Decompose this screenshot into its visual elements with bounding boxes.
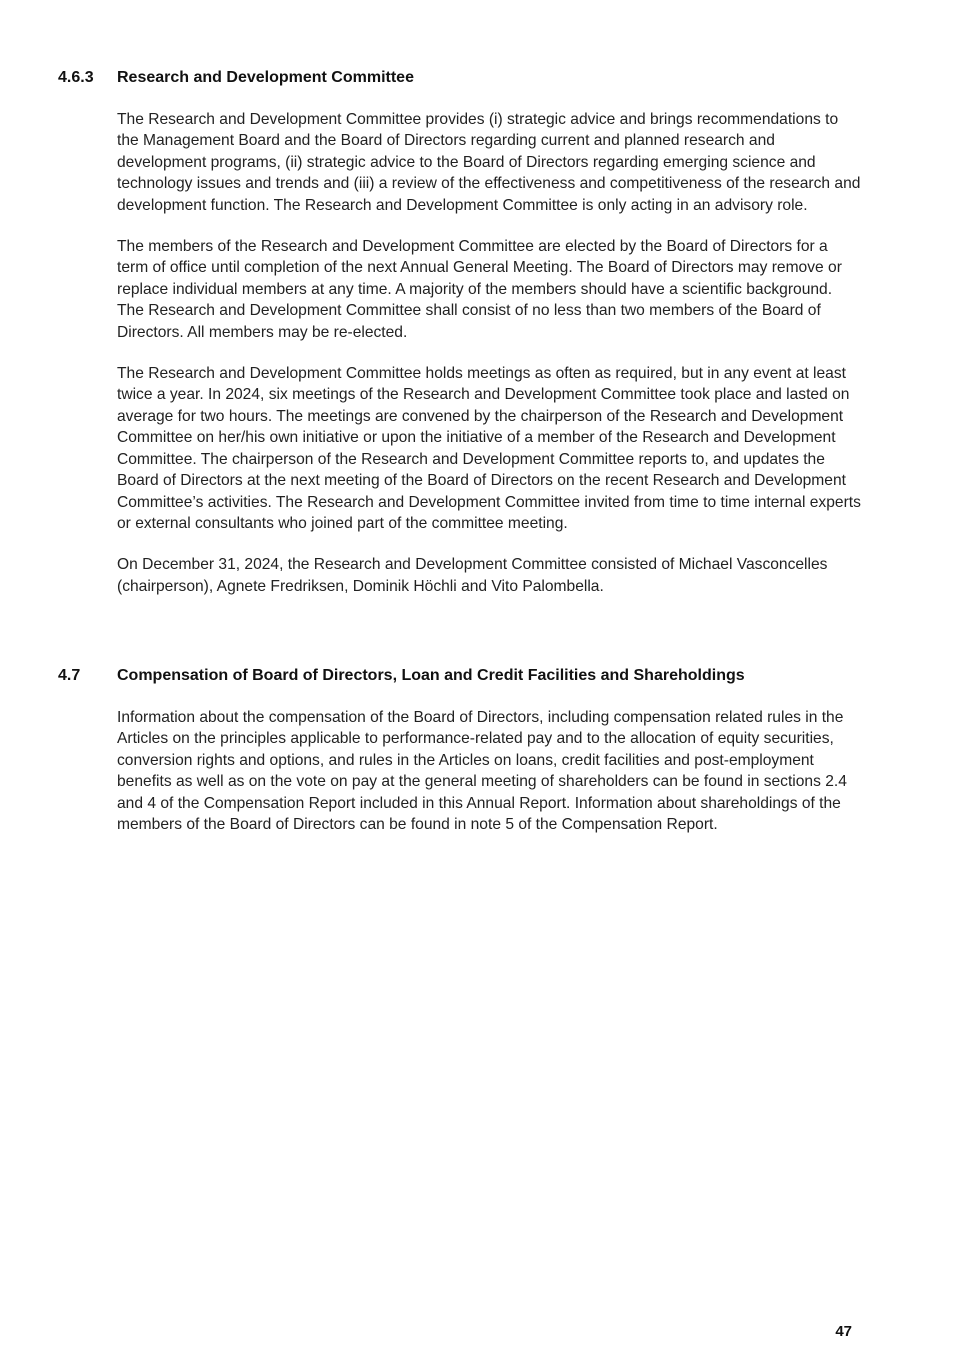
- section-4-6-3: [58, 68, 868, 597]
- paragraph: On December 31, 2024, the Research and Development Committee consisted of Michael Vasconcelles (chairperson), Agnete Fredriksen, Dominik Höchli and Vito Palombella.: [117, 556, 828, 595]
- paragraph: The members of the Research and Development Committee are elected by the Board of Directors for a term of office until completion of the next Annual General Meeting. The Board of Directors may remove or replace individual members at any time. A majority of the members should have a scientific background. The Research and Development Committee shall consist of no less than two members of the Board of Directors. All members may be re-elected.: [117, 238, 842, 341]
- paragraph: The Research and Development Committee provides (i) strategic advice and brings recommendations to the Management Board and the Board of Directors regarding current and planned research and development programs, (ii) strategic advice to the Board of Directors regarding emerging science and technology issues and trends and (iii) a review of the effectiveness and competitiveness of the research and development function. The Research and Development Committee is only acting in an advisory role.: [117, 111, 861, 214]
- section-title: Compensation of Board of Directors, Loan and Credit Facilities and Shareholdings: [117, 667, 745, 684]
- section-title: Research and Development Committee: [117, 69, 414, 86]
- section-heading: [58, 666, 868, 686]
- paragraph: The Research and Development Committee holds meetings as often as required, but in any event at least twice a year. In 2024, six meetings of the Research and Development Committee took place and lasted on average for two hours. The meetings are convened by the chairperson of the Research and Development Committee on her/his own initiative or upon the initiative of a member of the Research and Development Committee. The chairperson of the Research and Development Committee reports to, and updates the Board of Directors at the next meeting of the Board of Directors on the recent Research and Development Committee’s activities. The Research and Development Committee invited from time to time internal experts or external consultants who joined part of the committee meeting.: [117, 365, 861, 532]
- section-heading: [58, 68, 868, 88]
- section-4-7: [58, 666, 868, 835]
- section-number: 4.6.3: [58, 69, 94, 86]
- page-number: 47: [835, 1323, 852, 1340]
- paragraph: Information about the compensation of the Board of Directors, including compensation related rules in the Articles on the principles applicable to performance-related pay and to the allocation of equity securities, conversion rights and options, and rules in the Articles on loans, credit facilities and post-employment benefits as well as on the vote on pay at the general meeting of shareholders can be found in sections 2.4 and 4 of the Compensation Report included in this Annual Report. Information about shareholdings of the members of the Board of Directors can be found in note 5 of the Compensation Report.: [117, 709, 847, 834]
- section-number: 4.7: [58, 667, 81, 684]
